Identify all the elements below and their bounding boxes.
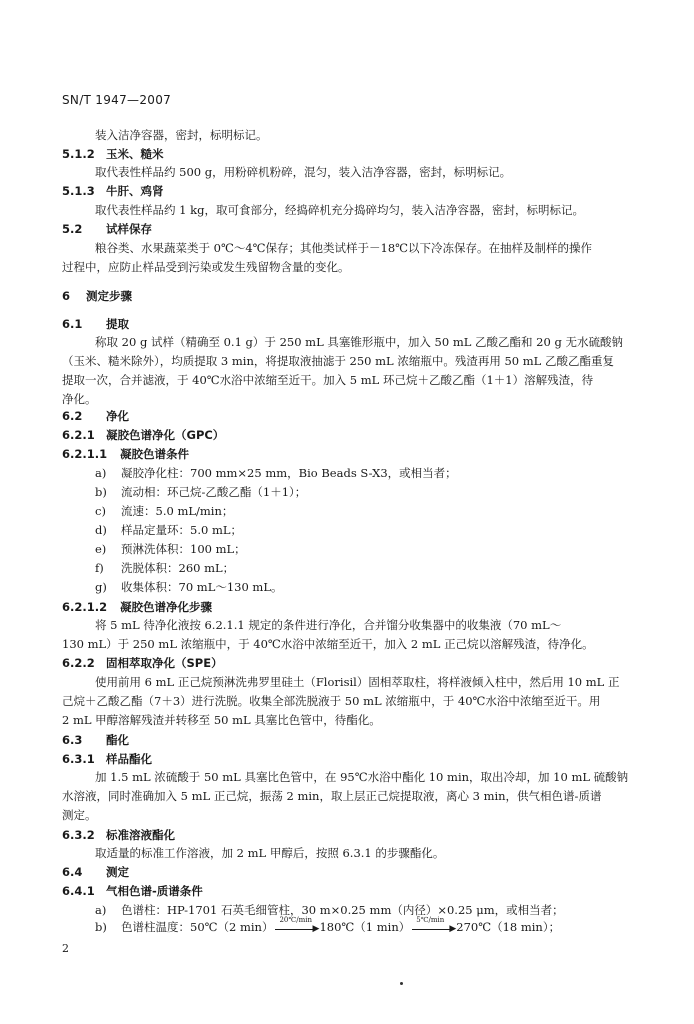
list-item <box>95 504 233 518</box>
list-item <box>95 561 234 575</box>
line-text: 流速：5.0 mL/min； <box>121 504 234 518</box>
text-line <box>62 713 381 727</box>
temp-prefix: 色谱柱温度：50℃（2 min） <box>121 920 274 934</box>
section-number: 5.1.2 <box>62 147 95 161</box>
section-heading <box>62 289 132 303</box>
list-item <box>95 466 457 480</box>
section-heading <box>62 600 212 614</box>
section-heading <box>62 317 129 331</box>
section-heading <box>62 447 189 461</box>
list-marker: b) <box>95 485 107 499</box>
section-heading <box>62 409 129 423</box>
rate-label-2: 5℃/min <box>416 916 445 924</box>
line-text: 取适量的标准工作溶液，加 2 mL 甲醇后，按照 6.3.1 的步骤酯化。 <box>95 846 445 860</box>
heading-text: 测定 <box>106 865 129 879</box>
section-number: 5.2 <box>62 222 83 236</box>
heading-text: 固相萃取净化（SPE） <box>106 656 223 670</box>
list-marker: d) <box>95 523 107 537</box>
line-text: 2 mL 甲醇溶解残渣并转移至 50 mL 具塞比色管中，待酯化。 <box>62 713 381 727</box>
section-heading <box>62 184 164 198</box>
section-heading <box>62 884 203 898</box>
heading-text: 气相色谱-质谱条件 <box>106 884 203 898</box>
section-heading <box>62 865 129 879</box>
list-marker: a) <box>95 466 107 480</box>
text-line <box>95 241 592 255</box>
temp-suffix: 270℃（18 min）； <box>456 920 561 934</box>
page-number: 2 <box>62 942 69 955</box>
line-text: 凝胶净化柱：700 mm×25 mm，Bio Beads S-X3，或相当者； <box>121 466 457 480</box>
list-marker: e) <box>95 542 107 556</box>
line-text: 使用前用 6 mL 正己烷预淋洗弗罗里硅土（Florisil）固相萃取柱，将样液倾入柱中，然后用 10 mL 正 <box>95 675 620 689</box>
rate-arrow-1 <box>273 916 320 934</box>
line-text: 样品定量环：5.0 mL； <box>121 523 242 537</box>
heading-text: 提取 <box>106 317 129 331</box>
section-number: 6.4.1 <box>62 884 95 898</box>
list-item <box>95 542 246 556</box>
line-text: 称取 20 g 试样（精确至 0.1 g）于 250 mL 具塞锥形瓶中，加入 50 mL 乙酸乙酯和 20 g 无水硫酸钠 <box>95 335 623 349</box>
section-number: 6.1 <box>62 317 83 331</box>
list-marker: a) <box>95 903 107 917</box>
text-line <box>95 165 511 179</box>
line-text: 水溶液，同时准确加入 5 mL 正己烷，振荡 2 min，取上层正己烷提取液，离心 3 min，供气相色谱-质谱 <box>62 789 602 803</box>
section-number: 6.2.1.2 <box>62 600 108 614</box>
line-text: 过程中，应防止样品受到污染或发生残留物含量的变化。 <box>62 260 350 274</box>
line-text: 取代表性样品约 500 g，用粉碎机粉碎，混匀，装入洁净容器，密封，标明标记。 <box>95 165 512 179</box>
text-line <box>62 392 97 406</box>
rate-label-1: 20℃/min <box>279 916 312 924</box>
section-heading <box>62 752 152 766</box>
heading-text: 凝胶色谱条件 <box>120 447 189 461</box>
line-text: 装入洁净容器，密封，标明标记。 <box>95 128 268 142</box>
section-number: 6.3.1 <box>62 752 95 766</box>
section-heading <box>62 222 152 236</box>
list-marker: b) <box>95 920 107 934</box>
section-number: 6.2 <box>62 409 83 423</box>
list-item <box>95 903 564 917</box>
line-text: 流动相：环己烷-乙酸乙酯（1＋1）； <box>121 485 307 499</box>
text-line <box>62 694 600 708</box>
heading-text: 牛肝、鸡肾 <box>106 184 164 198</box>
text-line <box>95 770 628 784</box>
section-heading <box>62 656 223 670</box>
text-line <box>62 808 97 822</box>
line-text: 将 5 mL 待净化液按 6.2.1.1 规定的条件进行净化，合并馏分收集器中的收集液（70 mL～ <box>95 618 562 632</box>
line-text: 收集体积：70 mL～130 mL。 <box>121 580 283 594</box>
line-text: 粮谷类、水果蔬菜类于 0℃～4℃保存；其他类试样于－18℃以下冷冻保存。在抽样及制样的操作 <box>95 241 593 255</box>
section-number: 5.1.3 <box>62 184 95 198</box>
section-number: 6.2.1 <box>62 428 95 442</box>
section-number: 6.4 <box>62 865 83 879</box>
text-line <box>62 354 614 368</box>
section-heading <box>62 733 129 747</box>
line-text: 己烷＋乙酸乙酯（7＋3）进行洗脱。收集全部洗脱液于 50 mL 浓缩瓶中，于 40℃水浴中浓缩至近干。用 <box>62 694 601 708</box>
heading-text: 酯化 <box>106 733 129 747</box>
line-text: 色谱柱：HP-1701 石英毛细管柱，30 m×0.25 mm（内径）×0.25 μm，或相当者； <box>121 903 564 917</box>
standard-header: SN/T 1947—2007 <box>62 93 172 107</box>
section-heading <box>62 428 224 442</box>
list-marker: g) <box>95 580 107 594</box>
text-line <box>95 846 444 860</box>
line-text: 洗脱体积：260 mL； <box>121 561 235 575</box>
text-line <box>95 335 623 349</box>
section-number: 6.3 <box>62 733 83 747</box>
heading-text: 样品酯化 <box>106 752 152 766</box>
text-line <box>62 373 593 387</box>
text-line <box>62 260 350 274</box>
list-marker: f) <box>95 561 104 575</box>
heading-text: 净化 <box>106 409 129 423</box>
line-text: （玉米、糙米除外），均质提取 3 min，将提取液抽滤于 250 mL 浓缩瓶中。残渣再用 50 mL 乙酸乙酯重复 <box>62 354 614 368</box>
arrow-head-icon: ▶ <box>312 924 320 934</box>
rate-arrow-2 <box>410 916 457 934</box>
arrow-head-icon: ▶ <box>449 924 457 934</box>
list-marker: c) <box>95 504 106 518</box>
line-text: 预淋洗体积：100 mL； <box>121 542 246 556</box>
list-item <box>95 523 242 537</box>
scan-speck <box>400 982 403 985</box>
section-number: 6.2.1.1 <box>62 447 108 461</box>
text-line <box>95 675 619 689</box>
section-number: 6 <box>62 289 71 303</box>
line-text: 130 mL）于 250 mL 浓缩瓶中，于 40℃水浴中浓缩至近干，加入 2 mL 正己烷以溶解残渣，待净化。 <box>62 637 594 651</box>
temp-mid: 180℃（1 min） <box>319 920 411 934</box>
line-text: 取代表性样品约 1 kg，取可食部分，经捣碎机充分捣碎均匀，装入洁净容器，密封，标明标记。 <box>95 203 584 217</box>
list-item <box>95 485 306 499</box>
section-number: 6.3.2 <box>62 828 95 842</box>
text-line <box>62 637 594 651</box>
line-temperature-program <box>95 916 561 934</box>
list-item <box>95 580 282 594</box>
heading-text: 测定步骤 <box>86 289 132 303</box>
text-line <box>95 618 561 632</box>
section-number: 6.2.2 <box>62 656 95 670</box>
text-line <box>95 203 584 217</box>
heading-text: 凝胶色谱净化（GPC） <box>106 428 225 442</box>
line-text: 净化。 <box>62 392 97 406</box>
heading-text: 凝胶色谱净化步骤 <box>120 600 212 614</box>
heading-text: 试样保存 <box>106 222 152 236</box>
section-heading <box>62 828 175 842</box>
line-text: 提取一次，合并滤液，于 40℃水浴中浓缩至近干。加入 5 mL 环己烷＋乙酸乙酯（1＋1）溶解残渣，待 <box>62 373 594 387</box>
line-text: 测定。 <box>62 808 97 822</box>
text-line <box>95 128 268 142</box>
heading-text: 标准溶液酯化 <box>106 828 175 842</box>
section-heading <box>62 147 164 161</box>
line-text: 加 1.5 mL 浓硫酸于 50 mL 具塞比色管中，在 95℃水浴中酯化 10 min，取出冷却，加 10 mL 硫酸钠 <box>95 770 629 784</box>
text-line <box>62 789 601 803</box>
heading-text: 玉米、糙米 <box>106 147 164 161</box>
